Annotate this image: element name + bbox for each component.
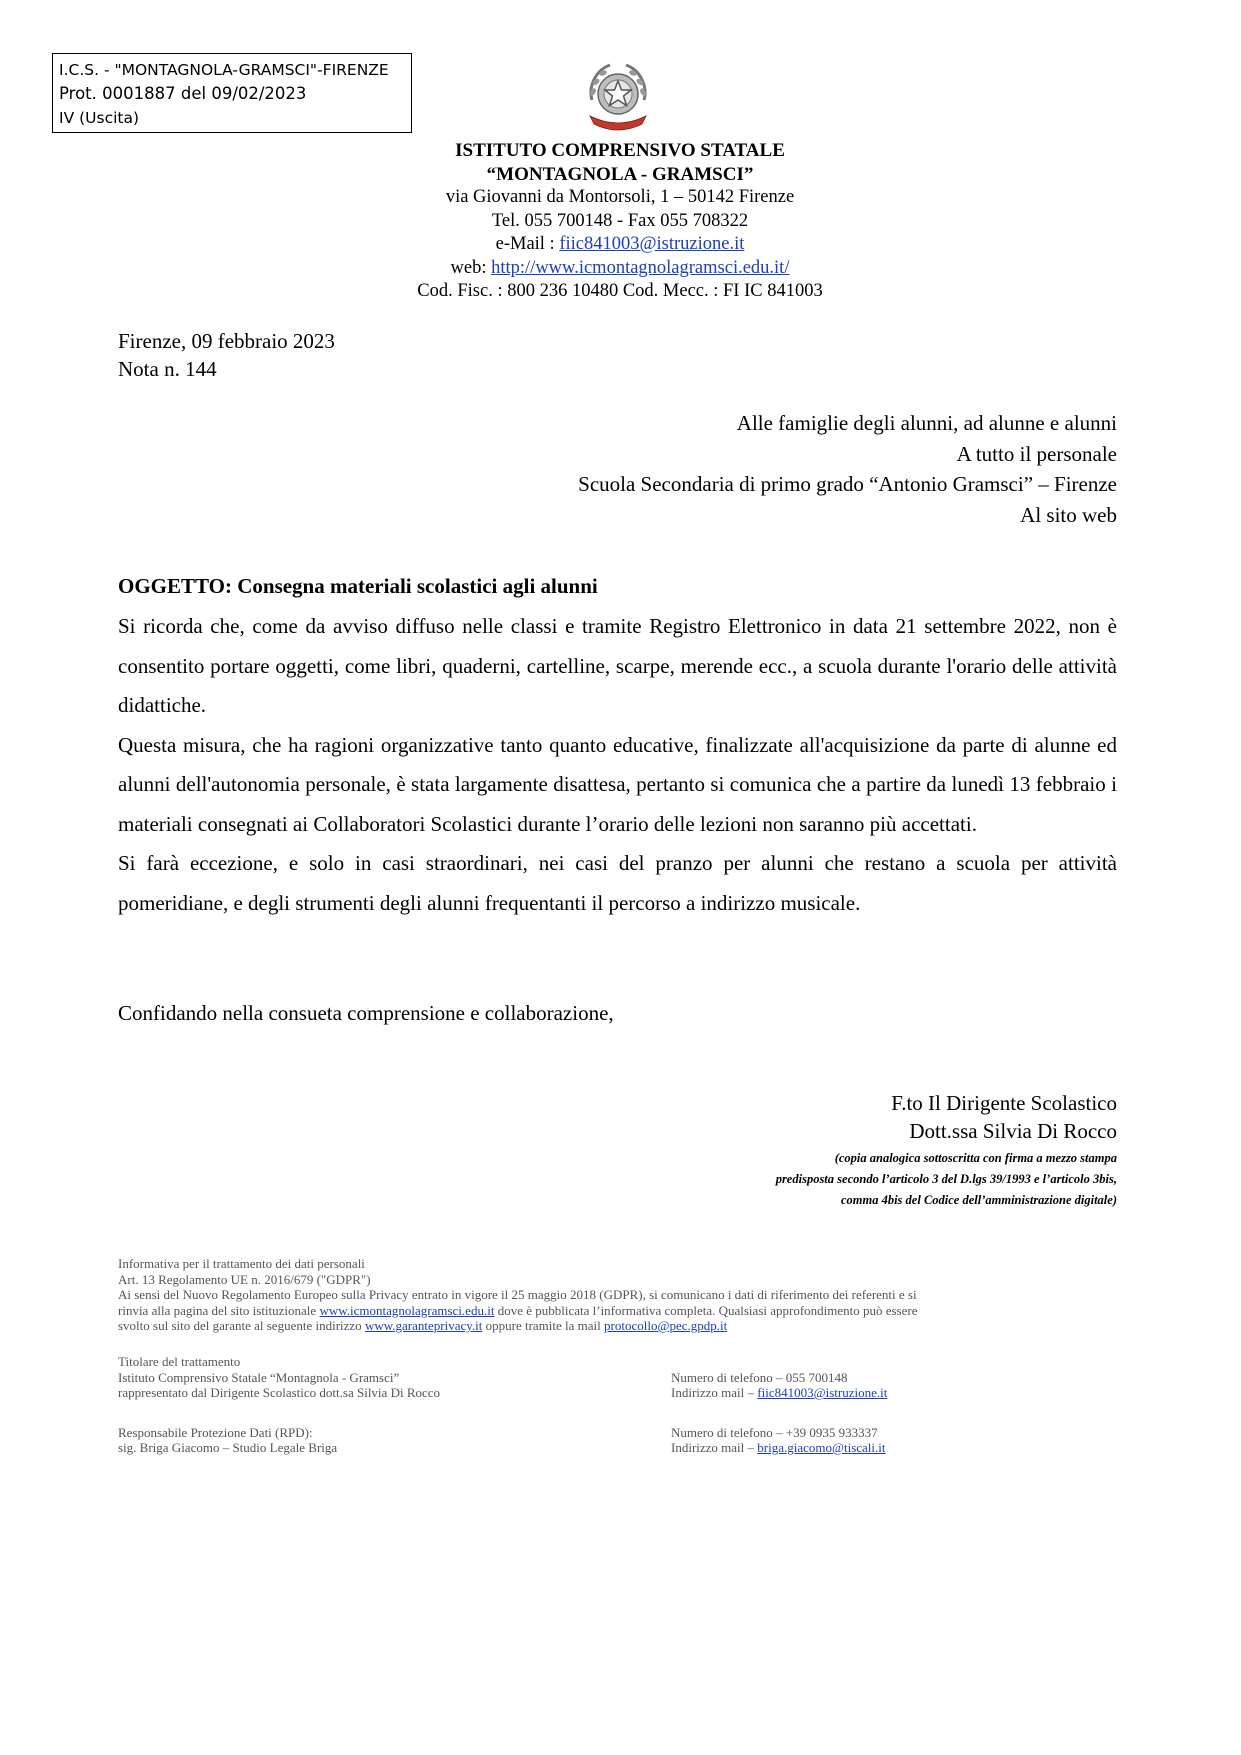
- recipient-line: Scuola Secondaria di primo grado “Antonio Gramsci” – Firenze: [578, 472, 1117, 496]
- dpo-name: sig. Briga Giacomo – Studio Legale Briga: [118, 1440, 338, 1455]
- school-phone: Tel. 055 700148 - Fax 055 708322: [491, 210, 749, 231]
- garante-mail-link[interactable]: protocollo@pec.gpdp.it: [604, 1318, 728, 1333]
- school-name: “MONTAGNOLA - GRAMSCI”: [486, 163, 754, 185]
- controller-mail-link[interactable]: fiic841003@istruzione.it: [757, 1385, 888, 1400]
- privacy-regulation: Art. 13 Regolamento UE n. 2016/679 ("GDPR"): [118, 1271, 371, 1287]
- dpo-phone: Numero di telefono – +39 0935 933337: [671, 1424, 878, 1440]
- school-email-line: [330, 233, 910, 257]
- legal-note-line: (copia analogica sottoscritta con firma a mezzo stampa: [834, 1151, 1117, 1165]
- body-paragraph: Si ricorda che, come da avviso diffuso nelle classi e tramite Registro Elettronico in data 21 settembre 2022, non è consentito portare oggetti, come libri, quaderni, cartelline, scarpe, merende ecc., a scuola durante l'orario delle attività didattiche.: [118, 614, 1117, 717]
- web-link[interactable]: http://www.icmontagnolagramsci.edu.it/: [491, 257, 790, 278]
- legal-note-line: predisposta secondo l’articolo 3 del D.lgs 39/1993 e l’articolo 3bis,: [775, 1172, 1117, 1186]
- recipient-line: A tutto il personale: [956, 441, 1117, 466]
- body-paragraph: Si farà eccezione, e solo in casi straordinari, nei casi del pranzo per alunni che restano a scuola per attività pomeridiane, e degli strumenti degli alunni frequentanti il percorso a indirizzo musicale.: [118, 851, 1117, 915]
- controller-name: Istituto Comprensivo Statale “Montagnola - Gramsci”: [118, 1369, 400, 1385]
- date-line: Firenze, 09 febbraio 2023: [118, 329, 335, 353]
- privacy-text-part: svolto sul sito del garante al seguente indirizzo: [118, 1318, 365, 1333]
- protocol-stamp: [52, 53, 412, 133]
- dpo-title: Responsabile Protezione Dati (RPD):: [118, 1424, 313, 1440]
- privacy-text: Ai sensi del Nuovo Regolamento Europeo sulla Privacy entrato in vigore il 25 maggio 2018 (GDPR), si comunicano i dati di riferimento dei referenti e si: [118, 1287, 917, 1302]
- privacy-notice: [118, 1256, 1018, 1334]
- controller-mail-line: [671, 1385, 887, 1401]
- privacy-text: [118, 1318, 1018, 1334]
- stamp-direction: IV (Uscita): [59, 109, 140, 127]
- stamp-school: I.C.S. - "MONTAGNOLA-GRAMSCI"-FIRENZE: [59, 61, 389, 79]
- privacy-title: Informativa per il trattamento dei dati personali: [118, 1256, 365, 1271]
- controller-represented: rappresentato dal Dirigente Scolastico dott.sa Silvia Di Rocco: [118, 1385, 441, 1400]
- date-block: [118, 327, 335, 383]
- closing-line: Confidando nella consueta comprensione e collaborazione,: [118, 1001, 614, 1025]
- letter-body: [118, 568, 1117, 923]
- mail-label: Indirizzo mail –: [671, 1385, 758, 1400]
- recipient-line: Alle famiglie degli alunni, ad alunne e alunni: [736, 411, 1117, 435]
- signature-title: F.to Il Dirigente Scolastico: [891, 1091, 1117, 1115]
- school-web-line: [330, 257, 910, 281]
- privacy-text: [118, 1303, 1018, 1319]
- recipient-line: Al sito web: [1020, 502, 1117, 527]
- italian-republic-emblem-icon: [578, 56, 658, 136]
- controller-title: Titolare del trattamento: [118, 1354, 241, 1369]
- letterhead: [330, 139, 910, 304]
- school-site-link[interactable]: www.icmontagnolagramsci.edu.it: [319, 1302, 495, 1318]
- privacy-text-part: oppure tramite la mail: [482, 1318, 605, 1333]
- garante-link[interactable]: www.garanteprivacy.it: [364, 1318, 483, 1333]
- body-paragraph: Questa misura, che ha ragioni organizzative tanto quanto educative, finalizzate all'acquisizione da parte di alunne ed alunni dell'autonomia personale, è stata largamente disattesa, pertanto si comunica che a partire da lunedì 13 febbraio i materiali consegnati ai Collaboratori Scolastici durante l’orario delle lezioni non saranno più accettati.: [118, 732, 1117, 836]
- note-number: Nota n. 144: [118, 357, 217, 381]
- data-controllers: [118, 1354, 1018, 1456]
- signature-name: Dott.ssa Silvia Di Rocco: [909, 1119, 1117, 1143]
- signature-block: [891, 1089, 1117, 1145]
- controller-phone: Numero di telefono – 055 700148: [671, 1369, 848, 1385]
- recipients: [578, 408, 1117, 530]
- web-label: web:: [450, 257, 487, 278]
- stamp-protocol-number: Prot. 0001887 del 09/02/2023: [59, 84, 307, 103]
- mail-label: Indirizzo mail –: [671, 1440, 758, 1455]
- school-type: ISTITUTO COMPRENSIVO STATALE: [455, 140, 785, 161]
- subject-line: OGGETTO: Consegna materiali scolastici agli alunni: [118, 574, 598, 598]
- privacy-text-part: dove è pubblicata l’informativa completa. Qualsiasi approfondimento può essere: [494, 1302, 918, 1318]
- email-label: e-Mail :: [495, 234, 555, 254]
- dpo-mail-line: [671, 1440, 886, 1456]
- legal-note-line: comma 4bis del Codice dell’amministrazione digitale): [840, 1193, 1117, 1207]
- school-codes: Cod. Fisc. : 800 236 10480 Cod. Mecc. : FI IC 841003: [417, 281, 823, 301]
- signature-legal-note: [776, 1148, 1117, 1211]
- school-address: via Giovanni da Montorsoli, 1 – 50142 Firenze: [445, 187, 795, 207]
- privacy-text-part: rinvia alla pagina del sito istituzionale: [118, 1302, 320, 1318]
- dpo-mail-link[interactable]: briga.giacomo@tiscali.it: [757, 1440, 886, 1455]
- email-link[interactable]: fiic841003@istruzione.it: [559, 234, 745, 254]
